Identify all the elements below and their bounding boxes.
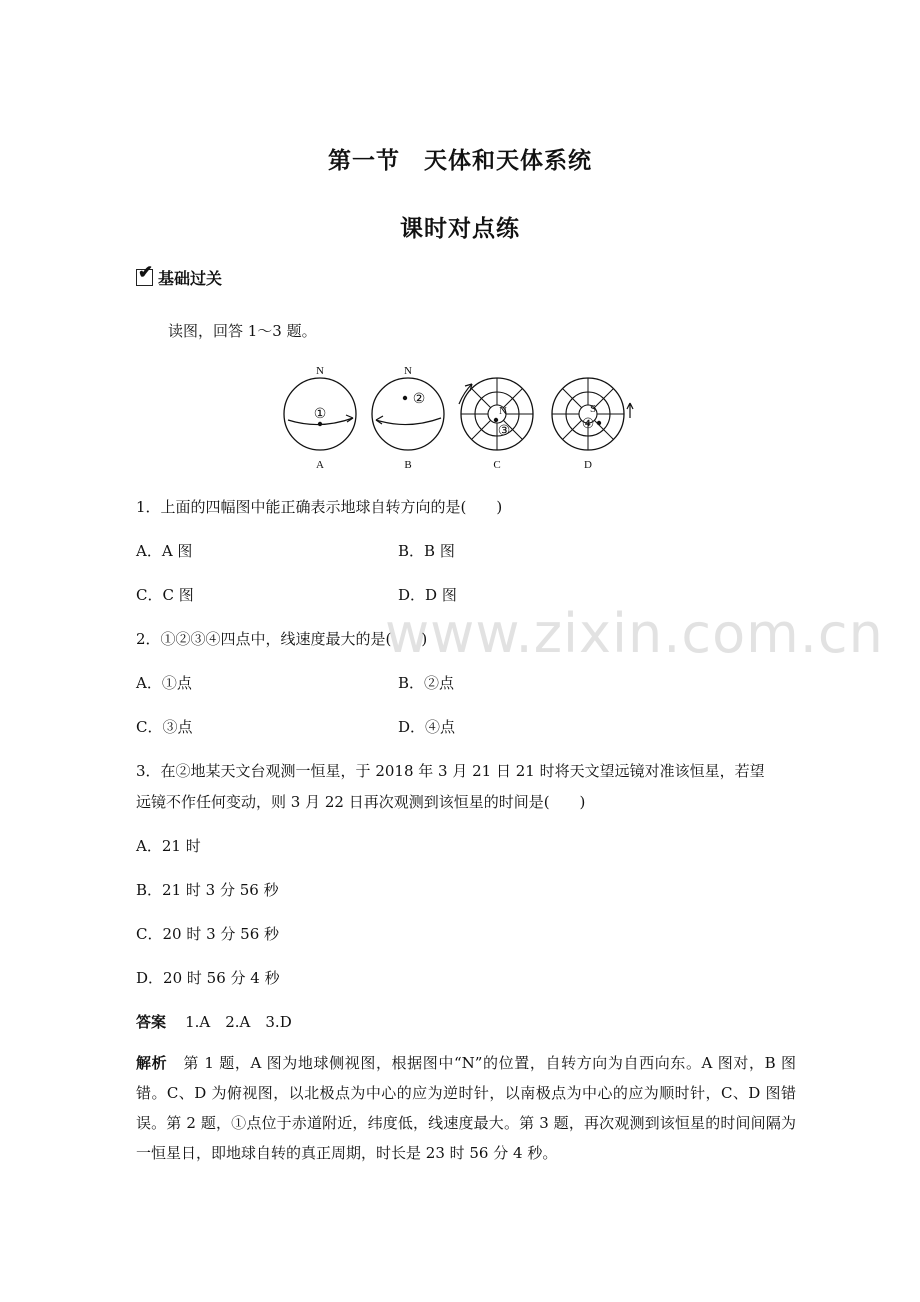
caption-d: D	[584, 459, 592, 471]
answer-text: 1.A 2.A 3.D	[185, 1013, 292, 1031]
question-1-stem: 1．上面的四幅图中能正确表示地球自转方向的是( )	[136, 498, 503, 516]
page-subtitle: 课时对点练	[400, 215, 520, 242]
question-1-option-c[interactable]: C．C 图	[136, 586, 194, 604]
analysis-label: 解析	[136, 1054, 168, 1072]
question-3-option-c[interactable]: C．20 时 3 分 56 秒	[136, 925, 280, 943]
section-heading	[136, 262, 223, 289]
question-1-option-b[interactable]: B．B 图	[398, 542, 455, 560]
section-label: 基础过关	[158, 269, 223, 288]
question-1-option-a[interactable]: A．A 图	[136, 542, 193, 560]
checkbox-icon: ✔	[136, 269, 153, 286]
question-3-stem-line-1: 3．在②地某天文台观测一恒星，于 2018 年 3 月 21 日 21 时将天文望远镜对准该恒星，若望	[136, 762, 765, 780]
answer-line	[136, 1011, 292, 1032]
caption-b: B	[404, 459, 412, 471]
question-3-option-b[interactable]: B．21 时 3 分 56 秒	[136, 881, 279, 899]
question-2-option-c[interactable]: C．③点	[136, 718, 193, 736]
page-title: 第一节 天体和天体系统	[328, 147, 592, 174]
question-2-option-a[interactable]: A．①点	[136, 674, 192, 692]
question-2-stem: 2．①②③④四点中，线速度最大的是( )	[136, 630, 428, 648]
analysis-paragraph	[136, 1048, 796, 1168]
north-label-b: N	[404, 365, 412, 377]
question-1-option-d[interactable]: D．D 图	[398, 586, 457, 604]
south-label-d: S	[589, 403, 597, 415]
watermark: www.zixin.com.cn	[385, 602, 884, 665]
question-3-option-d[interactable]: D．20 时 56 分 4 秒	[136, 969, 280, 987]
point-2-dot	[403, 396, 407, 400]
caption-c: C	[493, 459, 501, 471]
analysis-text: 第 1 题，A 图为地球侧视图，根据图中“N”的位置，自转方向为自西向东。A 图对，B 图错。C、D 为俯视图，以北极点为中心的应为逆时针，以南极点为中心的应为顺时针，C、D 图错误。第 2 题，①点位于赤道附近，纬度低，线速度最大。第 3 题，再次观测到该恒星的时间间隔为一恒星日，即地球自转的真正周期，时长是 23 时 56 分 4 秒。	[136, 1054, 796, 1162]
question-3-option-a[interactable]: A．21 时	[136, 837, 201, 855]
point-1-dot	[318, 422, 322, 426]
intro-text: 读图，回答 1～3 题。	[168, 322, 317, 340]
north-label-c: N	[499, 405, 507, 417]
question-2-option-b[interactable]: B．②点	[398, 674, 455, 692]
point-4-label: ④	[581, 417, 595, 432]
earth-rotation-figure	[278, 360, 648, 475]
caption-a: A	[316, 459, 324, 471]
point-1-label: ①	[313, 407, 327, 422]
question-2-option-d[interactable]: D．④点	[398, 718, 456, 736]
point-3-dot	[494, 418, 498, 422]
question-3-stem-line-2: 远镜不作任何变动，则 3 月 22 日再次观测到该恒星的时间是( )	[136, 793, 586, 811]
point-3-label: ③	[497, 424, 511, 439]
point-2-label: ②	[412, 392, 426, 407]
north-label-a: N	[316, 365, 324, 377]
point-4-dot	[597, 421, 601, 425]
answer-label: 答案	[136, 1013, 167, 1031]
